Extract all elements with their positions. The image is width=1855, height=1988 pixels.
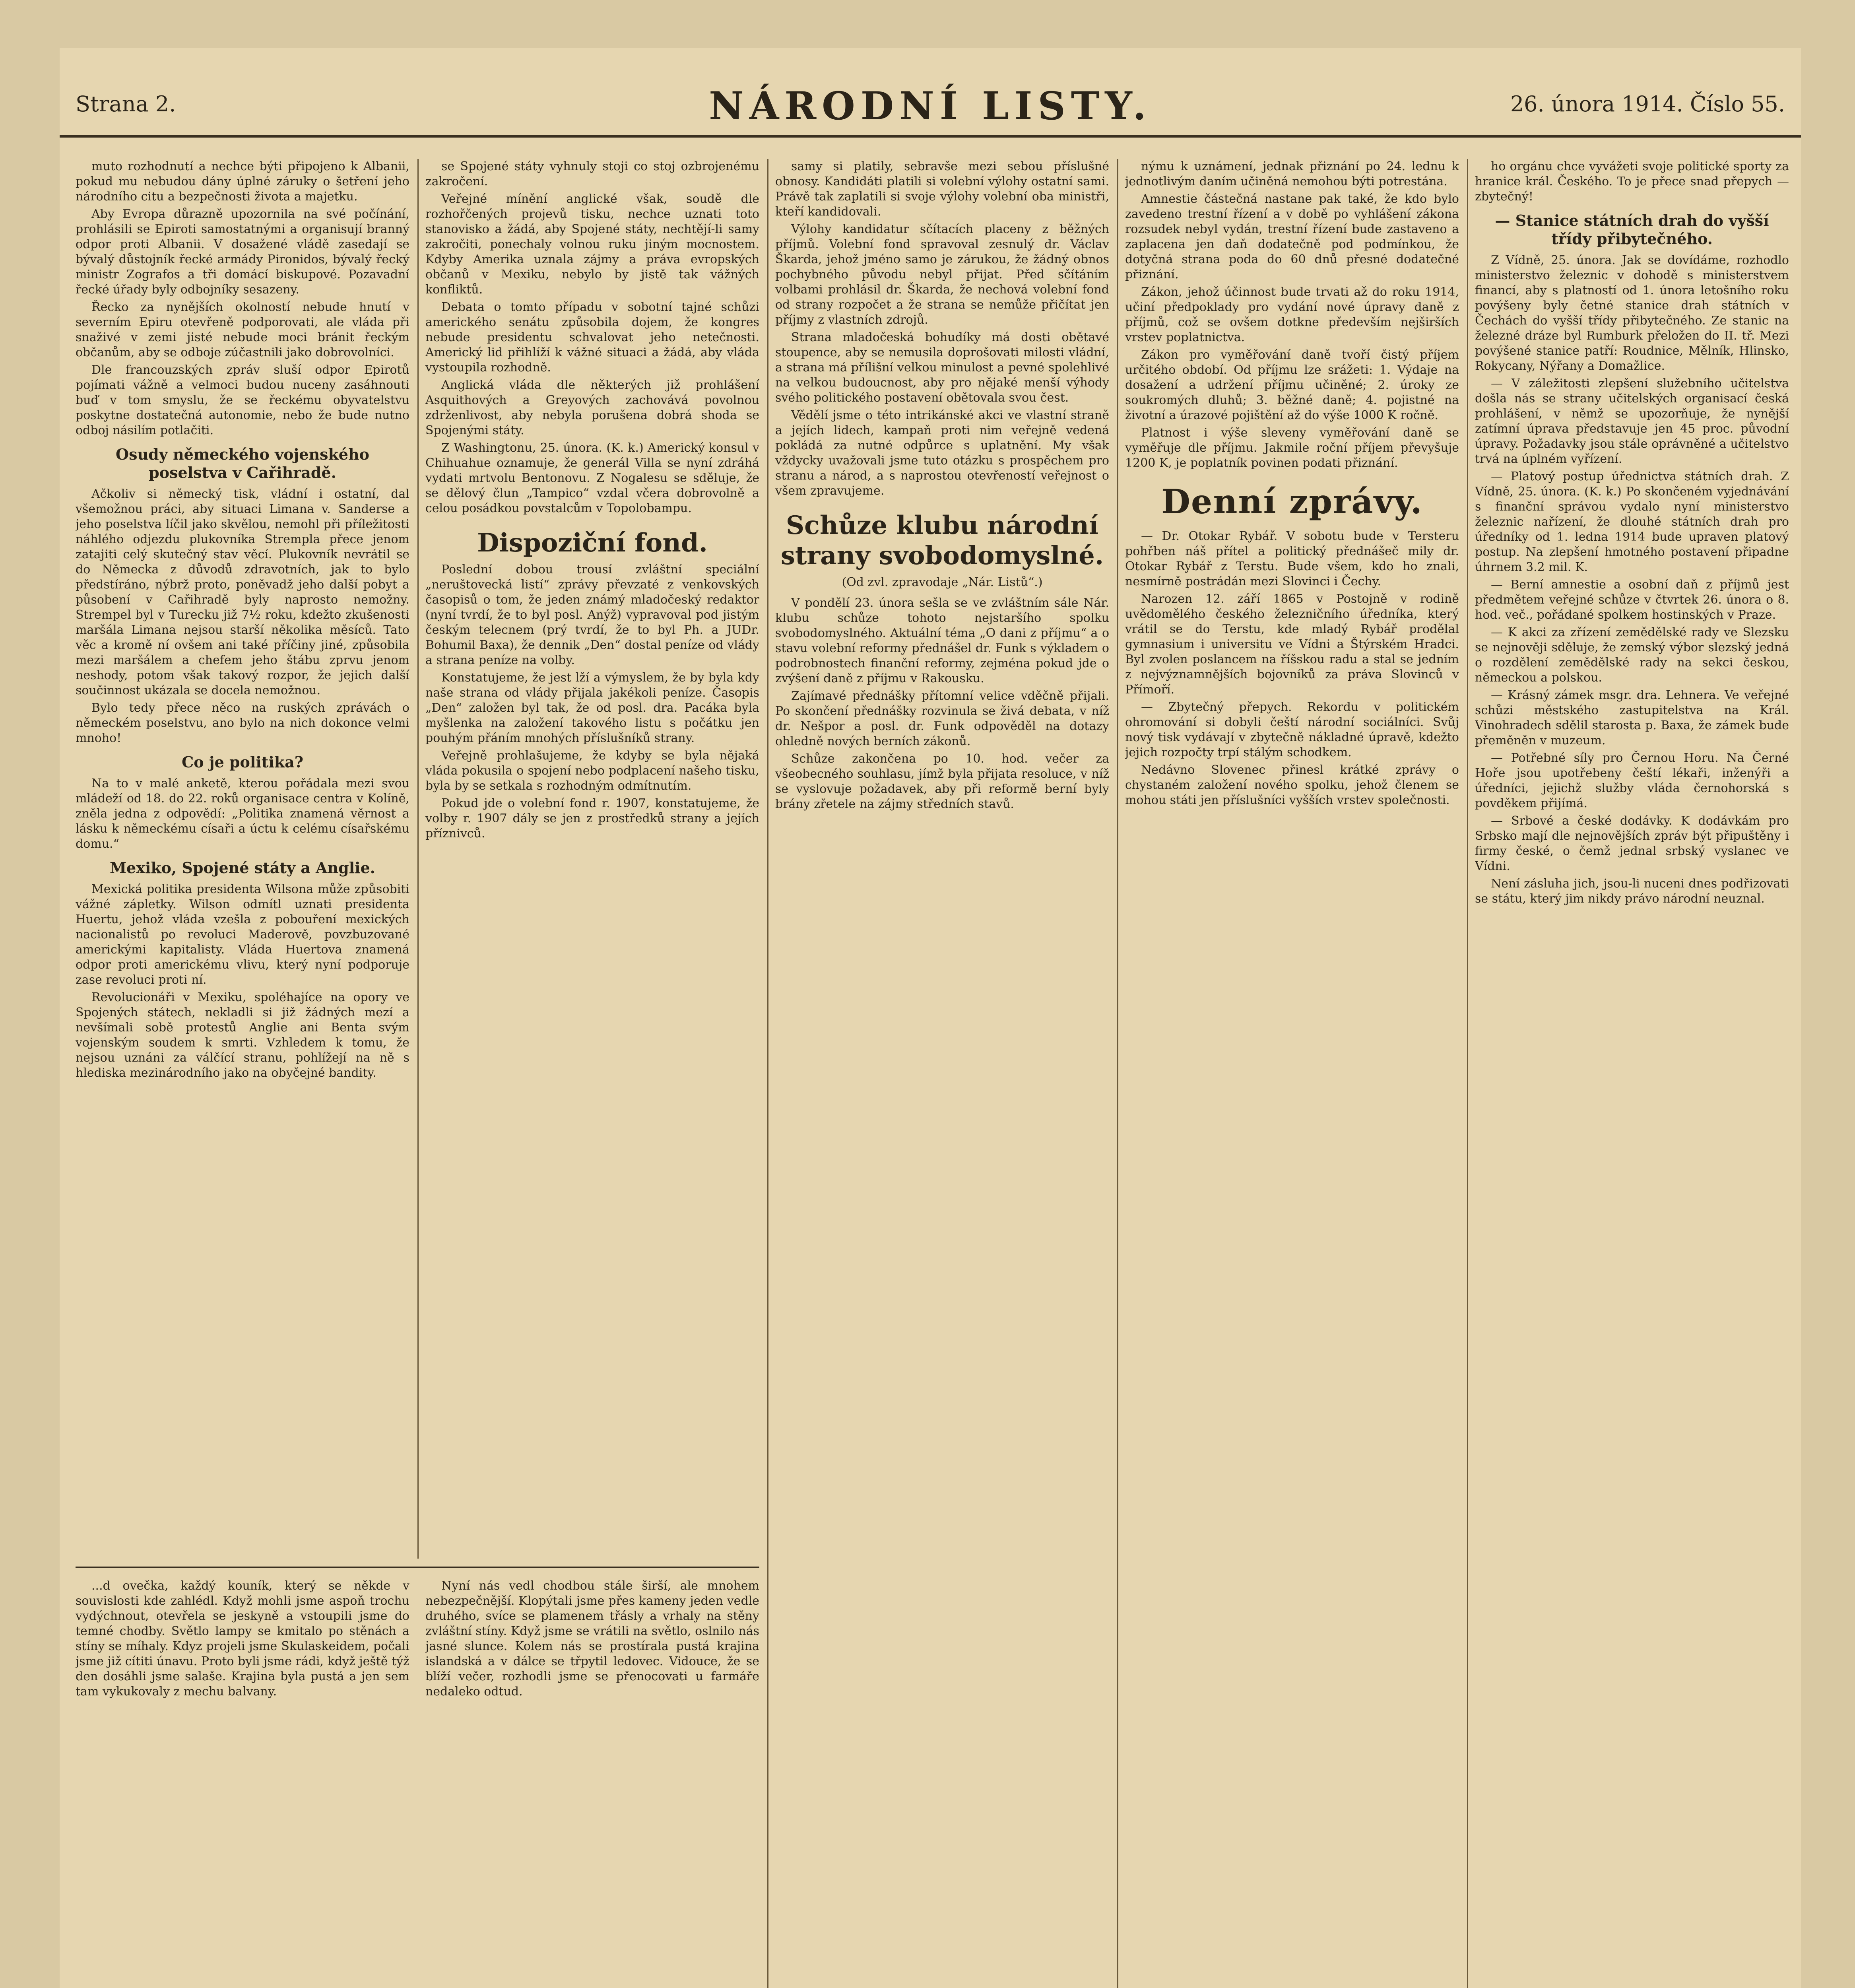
article-paragraph: muto rozhodnutí a nechce býti připojeno k Albanii, pokud mu nebudou dány úplné záruky o šetření jeho národního citu a bezpečnosti života a majetku. — [76, 159, 409, 204]
article-paragraph: Mexická politika presidenta Wilsona může způsobiti vážné zápletky. Wilson odmítl uznati presidenta Huertu, jehož vláda vzešla z pobouření mexických nacionalistů po revoluci Maderově, povzbuzované americkými kapitalisty. Vláda Huertova znamená odpor proti americkému vlivu, který nyní podporuje zase revoluci proti ní. — [76, 882, 409, 987]
feuilleton-divider — [76, 1567, 759, 1568]
article-paragraph: se Spojené státy vyhnuly stoji co stoj ozbrojenému zakročení. — [425, 159, 759, 188]
article-paragraph: — Zbytečný přepych. Rekordu v politickém ohromování si dobyli čeští národní sociálníci. Svůj nový tisk vydávají v zbytečně nákladné úpravě, kdežto jejich rozpočty trpí stálým schodkem. — [1125, 700, 1459, 759]
article-paragraph: — Platový postup úřednictva státních drah. Z Vídně, 25. února. (K. k.) Po skončeném vyjednávání s finanční správou vydalo nyní ministerstvo železnic nařízení, že dlouhé státních drah pro úředníky od 1. ledna 1914 bude upraven platový postup. Na zlepšení hmotného postavení připadne úhrnem 3.2 mil. K. — [1475, 470, 1789, 574]
article-paragraph: Zákon pro vyměřování daně tvoří čistý příjem určitého období. Od příjmu lze srážeti: 1. Výdaje na dosažení a udržení příjmu učiněné; 2. úroky ze soukromých dluhů; 3. běžné daně; 4. pojistné na životní a úrazové pojištění až do výše 1000 K ročně. — [1125, 348, 1459, 422]
article-paragraph: Vědělí jsme o této intrikánské akci ve vlastní straně a jejích lidech, kampaň proti nim veřejně vedená pokládá za nutné odpůrce s uplatnění. My však vždycky uvažovali jsme tuto otázku s prospěchem pro stranu a národ, a s naprostou otevřeností veřejnost o všem zpravujeme. — [775, 408, 1109, 498]
column-rule — [767, 159, 768, 1988]
article-paragraph: samy si platily, sebravše mezi sebou příslušné obnosy. Kandidáti platili si volební výlohy ostatní sami. Právě tak zaplatili si svoje výlohy volební oba ministři, kteří kandidovali. — [775, 159, 1109, 219]
article-paragraph: ho orgánu chce vyvážeti svoje politické sporty za hranice král. Českého. To je přece snad přepych — zbytečný! — [1475, 159, 1789, 204]
feuilleton-right — [425, 1578, 759, 1988]
article-paragraph: Narozen 12. září 1865 v Postojně v rodině uvědomělého českého železničního úředníka, který vrátil se do Terstu, kde mladý Rybář prodělal gymnasium i universitu ve Vídni a Štýrském Hradci. Byl zvolen poslancem na říšskou radu a stal se jedním z nejvýznamnějších bojovníků za práva Slovinců v Přímoří. — [1125, 592, 1459, 697]
feuilleton-text: Nyní nás vedl chodbou stále širší, ale mnohem nebezpečnější. Klopýtali jsme přes kameny jeden vedle druhého, svíce se plamenem třásly a vrhaly na stěny zvláštní stíny. Když jsme se vrátili na světlo, oslnilo nás jasné slunce. Kolem nás se prostírala pustá krajina islandská a v dálce se třpytil ledovec. Vidouce, že se blíží večer, rozhodli jsme se přenocovati u farmáře nedaleko odtud. — [425, 1579, 759, 1699]
article-byline: (Od zvl. zpravodaje „Nár. Listů“.) — [842, 575, 1043, 589]
column-3 — [775, 159, 1109, 1988]
article-heading: Dispoziční fond. — [477, 528, 708, 558]
article-paragraph: — Dr. Otokar Rybář. V sobotu bude v Tersteru pohřben náš přítel a politický přednášeč mily dr. Otokar Rybář z Terstu. Bude všem, kdo ho znali, nesmírně postrádán mezi Slovinci i Čechy. — [1125, 529, 1459, 588]
column-rule — [1117, 159, 1118, 1988]
section-heading: Denní zprávy. — [1161, 482, 1423, 521]
article-paragraph: Aby Evropa důrazně upozornila na své počínání, prohlásili se Epiroti samostatnými a organisují branný odpor proti Albanii. V dosažené vládě zasedají se bývalý důstojník řecké armády Pironidos, bývalý řecký ministr Zografos a tři domácí biskupové. Pozavadní řecké úřady byly odbojníky sesazeny. — [76, 207, 409, 297]
article-paragraph: Strana mladočeská bohudíky má dosti obětavé stoupence, aby se nemusila doprošovati milosti vládní, a strana má přílišní velkou minulost a pevné spolehlivé na velkou budoucnost, aby pro nějaké menší výhody svého politického postavení obětovala svou čest. — [775, 330, 1109, 405]
column-rule — [1467, 159, 1468, 1988]
article-paragraph: Veřejně prohlašujeme, že kdyby se byla nějaká vláda pokusila o spojení nebo podplacení našeho tisku, byla by se setkala s rozhodným odmítnutím. — [425, 749, 759, 793]
article-paragraph: Poslední dobou trousí zvláštní speciální „neruštovecká listí“ zprávy převzaté z venkovských časopisů o tom, že jeden známý mladočeský redaktor (nyní tvrdí, že to byl posl. Anýž) vypravoval pod jistým českým telecnem (prý tvrdí, že to byl Ph. a JUDr. Bohumil Baxa), že dennik „Den“ dostal peníze od vlády a strana peníze na volby. — [425, 563, 759, 667]
masthead — [60, 80, 1801, 138]
article-paragraph: Zajímavé přednášky přítomní velice vděčně přijali. Po skončení přednášky rozvinula se živá debata, v níž dr. Nešpor a posl. dr. Funk odpověděl na dotazy ohledně nových berních zákonů. — [775, 689, 1109, 748]
article-paragraph: Konstatujeme, že jest lží a výmyslem, že by byla kdy naše strana od vlády přijala jakékoli peníze. Časopis „Den“ založen byl tak, že od posl. dra. Pacáka byla myšlenka na založení takového listu s počátku jen pouhým přáním mnohých příslušníků strany. — [425, 671, 759, 745]
article-heading: Mexiko, Spojené státy a Anglie. — [109, 859, 376, 877]
article-paragraph: Schůze zakončena po 10. hod. večer za všeobecného souhlasu, jímž byla přijata resoluce, v níž se vyslovuje požadavek, aby při reformě berní byly brány zřetele na zájmy středních stavů. — [775, 752, 1109, 811]
article-heading: Schůze klubu národní strany svobodomyslné. — [780, 511, 1104, 571]
article-paragraph: Na to v malé anketě, kterou pořádala mezi svou mládeží od 18. do 22. roků organisace centra v Kolíně, zněla jedna z odpovědí: „Politika znamená věrnost a lásku k německému císaři a úctu k celému císařskému domu.“ — [76, 777, 409, 851]
article-paragraph: — Krásný zámek msgr. dra. Lehnera. Ve veřejné schůzi městského zastupitelstva na Král. Vinohradech sdělil starosta p. Baxa, že zámek bude přeměněn v muzeum. — [1475, 688, 1789, 747]
newspaper-title: NÁRODNÍ LISTY. — [709, 83, 1152, 128]
article-paragraph: V pondělí 23. února sešla se ve zvláštním sále Nár. klubu schůze tohoto nejstaršího spolku svobodomyslného. Aktuální téma „O dani z příjmu“ a o stavu volební reformy přednášel dr. Funk s výkladem o podrobnostech finanční reformy, zejména pokud jde o zvýšení daně z příjmu v Rakousku. — [775, 596, 1109, 685]
article-paragraph: Řecko za nynějších okolností nebude hnutí v severním Epiru otevřeně podporovati, ale vláda při snaživé v zemi jisté nebude moci bránit řeckým občanům, aby se odboje zúčastnili jako dobrovolníci. — [76, 300, 409, 359]
page-number: Strana 2. — [76, 91, 176, 116]
article-paragraph: Dle francouzských zpráv sluší odpor Epirotů pojímati vážně a velmoci budou nuceny zasáhnouti buď v tom smyslu, že se řeckému obyvatelstvu poskytne dostatečná autonomie, nebo že bude nutno odboj násilím potlačiti. — [76, 363, 409, 437]
article-paragraph: Zákon, jehož účinnost bude trvati až do roku 1914, učiní předpoklady pro vydání nové úpravy daně z příjmů, což se ovšem dotkne především nejširších vrstev poplatnictva. — [1125, 285, 1459, 344]
column-rule — [417, 159, 419, 1559]
issue-date: 26. února 1914. Číslo 55. — [1510, 91, 1785, 116]
article-paragraph: — V záležitosti zlepšení služebního učitelstva došla nás se strany učitelských organisací česká prohlášení, v němž se upozorňuje, že nynější zatímní úprava představuje jen 45 proc. původní úpravy. Požadavky jsou stále oprávněné a učitelstvo trvá na úplném vyřízení. — [1475, 377, 1789, 466]
feuilleton-text: ...d ovečka, každý kouník, který se někde v souvislosti kde zahlédl. Když mohli jsme aspoň trochu vydýchnout, otevřela se jeskyně a vstoupili jsme do temné chodby. Světlo lampy se kmitalo po stěnách a stíny se míhaly. Kdyz projeli jsme Skulaskeidem, počali jsme již cítiti únavu. Proto byli jsme rádi, když ještě týž den dosáhli jsme salaše. Krajina byla pustá a jen sem tam vykukovaly z mechu balvany. — [76, 1579, 409, 1699]
article-paragraph: Ačkoliv si německý tisk, vládní i ostatní, dal všemožnou práci, aby situaci Limana v. Sanderse a jeho poselstva líčil jako skvělou, nemohl při příležitosti náhlého odjezdu plukovníka Strempla přece jenom zatajiti celý skutečný stav věcí. Plukovník nevrátil se do Německa z důvodů zdravotních, jak to bylo předstíráno, nýbrž proto, poněvadž jeho další pobyt a působení v Cařihradě byly naprosto nemožny. Strempel byl v Turecku již 7½ roku, kdežto zkušenosti maršála Limana nejsou starší několika měsíců. Tato věc a kromě ní ovšem ani také příčiny jiné, způsobila mezi maršálem a chefem jeho štábu zprvu jenom neshody, potom však takový rozpor, že jejich další součinnost ukázala se docela nemožnou. — [76, 487, 409, 697]
article-paragraph: Debata o tomto případu v sobotní tajné schůzi amerického senátu způsobila dojem, že kongres nebude presidentu schvalovat jeho netečnosti. Americký lid přihlíží k vážné situaci a žádá, aby vláda vystoupila rozhodně. — [425, 300, 759, 375]
newspaper-page — [60, 48, 1801, 1988]
article-paragraph: Bylo tedy přece něco na ruských zprávách o německém poselstvu, ano bylo na nich dokonce velmi mnoho! — [76, 701, 409, 745]
article-paragraph: Platnost i výše sleveny vyměřování daně se vyměřuje dle příjmu. Jakmile roční příjem převyšuje 1200 K, je poplatník povinen podati přiznání. — [1125, 426, 1459, 470]
article-paragraph: Není zásluha jich, jsou-li nuceni dnes podřizovati se státu, který jim nikdy právo národní neuznal. — [1475, 877, 1789, 906]
article-paragraph: Veřejné mínění anglické však, soudě dle rozhořčených projevů tisku, nechce uznati toto stanovisko a žádá, aby Spojené státy, nechtějí-li samy zakročiti, ponechaly volnou ruku jiným mocnostem. Kdyby Amerika uznala zájmy a práva evropských občanů v Mexiku, nebylo by jistě tak vážných konfliktů. — [425, 192, 759, 297]
article-paragraph: Z Washingtonu, 25. února. (K. k.) Americký konsul v Chihuahue oznamuje, že generál Villa se nyní zdráhá vydati mrtvolu Bentonovu. Z Nogalesu se sděluje, že se dělový člun „Tampico“ vzdal včera dobrovolně a celou posádkou povstalcům v Topolobampu. — [425, 441, 759, 515]
article-heading: Osudy německého vojenského poselstva v Cařihradě. — [116, 445, 369, 481]
article-paragraph: Revolucionáři v Mexiku, spoléhajíce na opory ve Spojených státech, nekladli si již žádných mezí a nevšímali sobě protestů Anglie ani Benta svým vojenským soudem k smrti. Vzhledem k tomu, že nejsou uznáni za válčící stranu, pohlížejí na ně s hlediska mezinárodního jako na obyčejné bandity. — [76, 990, 409, 1080]
article-paragraph: — Srbové a české dodávky. K dodávkám pro Srbsko mají dle nejnovějších zpráv být připuštěny i firmy české, o čemž jednal srbský vyslanec ve Vídni. — [1475, 814, 1789, 873]
article-paragraph: Výlohy kandidatur sčítacích placeny z běžných příjmů. Volební fond spravoval zesnulý dr. Václav Škarda, jehož jméno samo je zárukou, že žádný obnos pochybného původu nebyl přijat. Před sčítáním volbami prohlásil dr. Škarda, že nechová volební fond od strany rozpočet a že strana se nemůže přičítat jen příjmy z vlastních zdrojů. — [775, 222, 1109, 327]
article-heading: Co je politika? — [182, 753, 303, 771]
article-paragraph: Nedávno Slovenec přinesl krátké zprávy o chystaném založení nového spolku, jehož členem se mohou státi jen příslušníci vyšších vrstev společnosti. — [1125, 763, 1459, 807]
article-paragraph: Pokud jde o volební fond r. 1907, konstatujeme, že volby r. 1907 dály se jen z prostředků strany a jejích příznivců. — [425, 796, 759, 841]
column-5 — [1475, 159, 1789, 1988]
feuilleton-left — [76, 1578, 409, 1988]
article-paragraph: Amnestie částečná nastane pak také, že kdo bylo zavedeno trestní řízení a v době po vyhlášení zákona rozsudek nebyl vydán, trestní řízení bude zastaveno a zaplacena jen daň dodatečně pod podmínkou, že dotyčná strana poda do 60 dnů přesné dodatečné přiznání. — [1125, 192, 1459, 282]
article-paragraph: nýmu k uznámení, jednak přiznání po 24. lednu k jednotlivým daním učiněná nemohou býti potrestána. — [1125, 159, 1459, 188]
article-paragraph: Z Vídně, 25. února. Jak se dovídáme, rozhodlo ministerstvo železnic v dohodě s ministerstvem financí, aby s platností od 1. února letošního roku povýšeny byly četné stanice drah státních v Čechách do vyšší třídy přibytečného. Ze stanic na železné dráze byl Rumburk přeložen do II. tř. Mezi povýšené stanice patří: Roudnice, Mělník, Hlinsko, Rokycany, Nýřany a Domažlice. — [1475, 253, 1789, 373]
column-4 — [1125, 159, 1459, 1988]
article-paragraph: — Berní amnestie a osobní daň z příjmů jest předmětem veřejné schůze v čtvrtek 26. února o 8. hod. več., pořádané spolkem hostinských v Praze. — [1475, 578, 1789, 622]
column-2 — [425, 159, 759, 1559]
column-1 — [76, 159, 409, 1559]
article-paragraph: — Potřebné síly pro Černou Horu. Na Černé Hoře jsou upotřebeny čeští lékaři, inženýři a úředníci, jejichž služby vláda černohorská s povděkem přijímá. — [1475, 751, 1789, 810]
article-paragraph: Anglická vláda dle některých již prohlášení Asquithových a Greyových zachovává povolnou zdrženlivost, aby nebyla porušena dobrá shoda se Spojenými státy. — [425, 378, 759, 437]
article-heading: — Stanice státních drah do vyšší třídy přibytečného. — [1495, 212, 1769, 248]
article-paragraph: — K akci za zřízení zemědělské rady ve Slezsku se nejnověji sděluje, že zemský výbor slezský jedná o rozdělení zemědělské rady na sekci českou, německou a polskou. — [1475, 625, 1789, 685]
